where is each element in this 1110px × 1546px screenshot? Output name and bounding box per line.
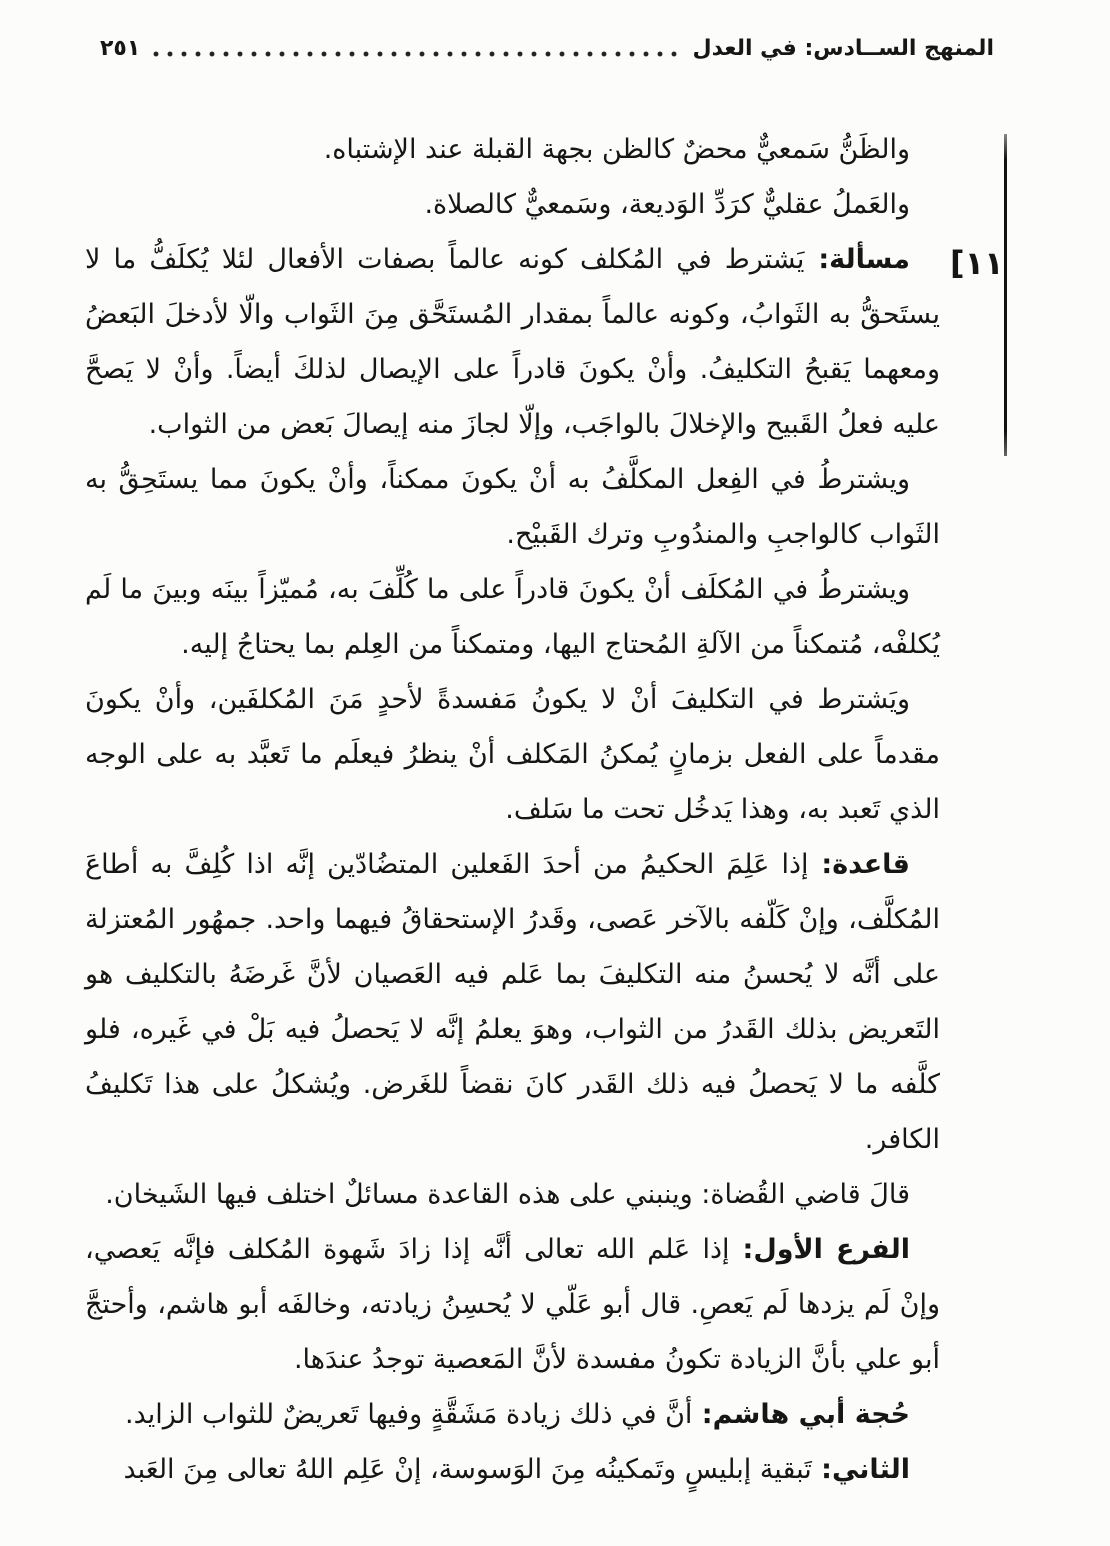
paragraph — [85, 122, 940, 177]
paragraph — [85, 452, 940, 562]
page-body — [85, 122, 940, 1497]
paragraph — [85, 562, 940, 672]
paragraph-text: إذا عَلِمَ الحكيمُ من أحدَ الفَعلين المتضُادّين إنَّه اذا كُلِفَّ به أطاعَ المُكلَّف، وإنْ كَلّفه بالآخر عَصى، وقَدرُ الإستحقاقُ فيهما واحد. جمهُور المُعتزلة على أنَّه لا يُحسنُ منه التكليفَ بما عَلم فيه العَصيان لأنَّ غَرضَهُ بالتكليف هو التَعريض بذلك القَدرُ من الثواب، وهوَ يعلمُ إنَّه لا يَحصلُ فيه بَلْ في غَيره، فلو كلَّفه ما لا يَحصلُ فيه ذلك القَدر كانَ نقضاً للغَرض. ويُشكلُ على هذا تَكليفُ الكافر. — [85, 849, 940, 1155]
paragraph-lead-label: قاعدة: — [808, 849, 910, 880]
page-number: ٢٥١ — [100, 36, 141, 61]
page-header — [100, 32, 994, 66]
paragraph-text: والعَملُ عقليٌّ كرَدِّ الوَديعة، وسَمعيٌّ كالصلاة. — [424, 189, 910, 220]
margin-section-marker: [١١ — [950, 244, 1004, 282]
running-title: المنهج الســادس: في العدل — [692, 36, 994, 61]
paragraph-lead-label: مسألة: — [804, 244, 910, 275]
paragraph-text: ويَشترط في التكليفَ أنْ لا يكونُ مَفسدةً لأحدٍ مَنَ المُكلفَين، وأنْ يكونَ مقدماً على الفعل بزمانٍ يُمكنُ المَكلف أنْ ينظرُ فيعلَم ما تَعبَّد به على الوجه الذي تَعبد به، وهذا يَدخُل تحت ما سَلف. — [85, 684, 940, 825]
paragraph — [85, 837, 940, 1167]
paragraph-text: ويشترطُ في الفِعل المكلَّفُ به أنْ يكونَ ممكناً، وأنْ يكونَ مما يستَحِقُّ به الثَواب كالواجبِ والمندُوبِ وترك القَبيْح. — [85, 464, 940, 550]
paragraph-text: إذا عَلم الله تعالى أنَّه إذا زادَ شَهوة المُكلف فإنَّه يَعصي، وإنْ لَم يزدها لَم يَعصِ. قال أبو عَلّي لا يُحسِنُ زيادته، وخالفَه أبو هاشم، وأحتجَّ أبو علي بأنَّ الزيادة تكونُ مفسدة لأنَّ المَعصية توجدُ عندَها. — [85, 1234, 940, 1375]
paragraph-text: قالَ قاضي القُضاة: وينبني على هذه القاعدة مسائلٌ اختلف فيها الشَيخان. — [105, 1179, 910, 1210]
margin-rule — [1004, 134, 1007, 456]
paragraph — [85, 1387, 940, 1442]
paragraph — [85, 177, 940, 232]
paragraph-text: يَشترط في المُكلف كونه عالماً بصفات الأفعال لئلا يُكلَفُّ ما لا يستَحقُّ به الثَوابُ، وكونه عالماً بمقدار المُستَحَّق مِنَ الثَواب والّا لأدخلَ البَعضُ ومعهما يَقبحُ التكليفُ. وأنْ يكونَ قادراً على الإيصال لذلكَ أيضاً. وأنْ لا يَصحَّ عليه فعلُ القَبيح والإخلالَ بالواجَب، وإلّا لجازَ منه إيصالَ بَعض من الثواب. — [85, 244, 940, 440]
paragraph-text: تَبقية إبليسٍ وتَمكينُه مِنَ الوَسوسة، إنْ عَلِم اللهُ تعالى مِنَ العَبد — [123, 1454, 812, 1485]
dots-leader — [152, 49, 680, 59]
paragraph-lead-label: الثاني: — [811, 1454, 910, 1485]
paragraph-text: ويشترطُ في المُكلَف أنْ يكونَ قادراً على ما كُلِّفَ به، مُميّزاً بينَه وبينَ ما لَم يُكلفْه، مُتمكناً من الآلةِ المُحتاج اليها، ومتمكناً من العِلم بما يحتاجُ إليه. — [85, 574, 940, 660]
paragraph-lead-label: حُجة أبي هاشم: — [692, 1399, 910, 1430]
paragraph — [85, 1222, 940, 1387]
paragraph — [85, 672, 940, 837]
paragraph-text: أنَّ في ذلك زيادة مَشَقَّةٍ وفيها تَعريضٌ للثواب الزايد. — [124, 1399, 693, 1430]
paragraph — [85, 232, 940, 452]
paragraph-text: والظَنُّ سَمعيٌّ محضٌ كالظن بجهة القبلة عند الإشتباه. — [323, 134, 910, 165]
paragraph — [85, 1167, 940, 1222]
paragraph-lead-label: الفرع الأول: — [729, 1234, 911, 1265]
paragraph — [85, 1442, 940, 1497]
